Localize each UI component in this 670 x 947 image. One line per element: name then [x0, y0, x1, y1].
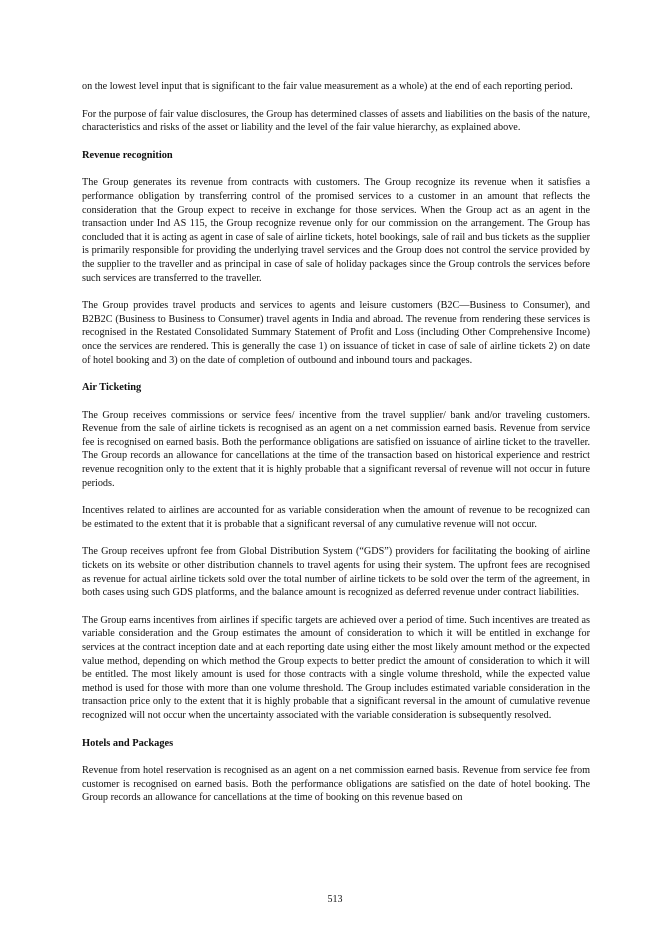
- air-ticketing-paragraph-4: The Group earns incentives from airlines if specific targets are achieved over a period of time. Such incentives are treated as variable consideration and the Group estimates the amount of consideration to which it will be entitled in exchange for services at the contract inception date and at each reporting date using either the most likely amount method or the expected value method, depending on which method the Group expects to better predict the amount of consideration to which it will be entitled. The most likely amount is used for those contracts with a single volume threshold, while the expected value method is used for those with more than one volume threshold. The Group includes estimated variable consideration in the transaction price only to the extent that it is highly probable that a significant reversal in the amount of cumulative revenue recognized will not occur when the uncertainty associated with the variable consideration is subsequently resolved.: [82, 614, 590, 721]
- air-ticketing-heading: Air Ticketing: [82, 382, 142, 394]
- page-number: 513: [327, 894, 343, 905]
- revenue-recognition-paragraph-1: The Group generates its revenue from contracts with customers. The Group recognize its revenue when it satisfies a performance obligation by transferring control of the promised services to a customer in an amount that reflects the consideration that the Group expect to receive in exchange for those services. When the Group act as an agent in the transaction under Ind AS 115, the Group recognize revenue only for our commission on the arrangement. The Group has concluded that it is acting as agent in case of sale of airline tickets, hotel bookings, sale of rail and bus tickets as the supplier is primarily responsible for providing the underlying travel services and the Group does not control the service provided by the supplier to the traveller and as principal in case of sale of holiday packages since the Group controls the services before such services are transferred to the traveller.: [82, 177, 590, 284]
- air-ticketing-paragraph-3: The Group receives upfront fee from Global Distribution System (“GDS”) providers for facilitating the booking of airline tickets on its website or other distribution channels to travel agents for using their system. The upfront fees are recognised as revenue for actual airline tickets sold over the total number of airline tickets to be sold over the term of the agreement, in both cases using such GDS platforms, and the balance amount is recognized as deferred revenue under contract liabilities.: [82, 546, 590, 599]
- document-body: [82, 80, 590, 819]
- hotels-packages-heading: Hotels and Packages: [82, 737, 174, 749]
- revenue-recognition-heading: Revenue recognition: [82, 149, 173, 161]
- fair-value-paragraph: For the purpose of fair value disclosures, the Group has determined classes of assets and liabilities on the basis of the nature, characteristics and risks of the asset or liability and the level of the fair value hierarchy, as explained above.: [82, 108, 590, 134]
- hotels-packages-paragraph-1: Revenue from hotel reservation is recognised as an agent on a net commission earned basis. Revenue from service fee from customer is recognised on earned basis. Both the performance obligations are satisfied on the date of hotel booking. The Group records an allowance for cancellations at the time of booking on this revenue based on: [82, 765, 590, 804]
- revenue-recognition-paragraph-2: The Group provides travel products and services to agents and leisure customers (B2C—Business to Consumer), and B2B2C (Business to Business to Consumer) travel agents in India and abroad. The revenue from rendering these services is recognised in the Restated Consolidated Summary Statement of Profit and Loss (including Other Comprehensive Income) once the services are rendered. This is generally the case 1) on issuance of ticket in case of sale of airline tickets 2) on date of hotel booking and 3) on the date of completion of outbound and inbound tours and packages.: [82, 300, 590, 366]
- air-ticketing-paragraph-1: The Group receives commissions or service fees/ incentive from the travel supplier/ bank and/or traveling customers. Revenue from the sale of airline tickets is recognised as an agent on a net commission earned basis. Revenue from service fee is recognised on earned basis. Both the performance obligations are satisfied on issuance of airline ticket to the traveller. The Group records an allowance for cancellations at the time of the transaction based on historical experience and restrict revenue recognition only to the extent that it is highly probable that a significant reversal of revenue will not occur in future periods.: [82, 409, 590, 489]
- intro-fragment: on the lowest level input that is significant to the fair value measurement as a whole) at the end of each reporting period.: [82, 81, 573, 92]
- air-ticketing-paragraph-2: Incentives related to airlines are accounted for as variable consideration when the amount of revenue to be recognized can be estimated to the extent that it is probable that a significant reversal of any cumulative revenue will not occur.: [82, 505, 590, 530]
